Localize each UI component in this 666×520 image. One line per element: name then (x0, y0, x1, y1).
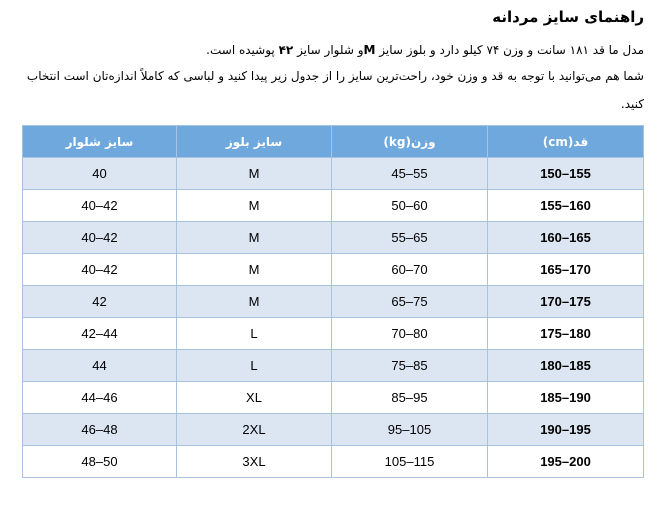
weight-cell (332, 414, 488, 446)
blouse-size-cell (177, 382, 332, 414)
height-cell (488, 158, 644, 190)
blouse-size-cell-value: XL (246, 390, 262, 405)
blouse-size-cell (177, 222, 332, 254)
pants-size-cell-value: 48–50 (81, 454, 118, 469)
table-row (23, 286, 644, 318)
height-cell (488, 350, 644, 382)
height-cell (488, 254, 644, 286)
weight-cell-value: 95–105 (387, 422, 432, 437)
pants-size-cell (23, 414, 177, 446)
weight-cell-value: 60–70 (391, 262, 428, 277)
height-cell-value: 180–185 (540, 358, 591, 373)
table-row (23, 382, 644, 414)
height-cell-value: 165–170 (540, 262, 591, 277)
height-cell-value: 195–200 (540, 454, 591, 469)
pants-size-cell-value: 42 (92, 294, 107, 309)
blouse-size-cell-value: M (248, 230, 260, 245)
pants-size-cell (23, 190, 177, 222)
pants-size-cell (23, 222, 177, 254)
pants-size-cell-value: 40 (92, 166, 107, 181)
pants-size-cell (23, 158, 177, 190)
height-cell (488, 446, 644, 478)
height-cell-value: 185–190 (540, 390, 591, 405)
weight-cell (332, 222, 488, 254)
header-pants-size: سایز شلوار (23, 126, 177, 158)
table-body (23, 158, 644, 478)
intro-text-2: و شلوار سایز (293, 43, 364, 57)
blouse-size-cell (177, 254, 332, 286)
table-header-row (23, 126, 644, 158)
weight-cell (332, 382, 488, 414)
height-cell (488, 286, 644, 318)
weight-cell (332, 286, 488, 318)
pants-size-cell (23, 318, 177, 350)
header-blouse-size: سایز بلوز (177, 126, 332, 158)
blouse-size-cell-value: M (248, 166, 260, 181)
weight-cell-value: 75–85 (391, 358, 428, 373)
table-row (23, 254, 644, 286)
size-table (22, 125, 644, 478)
height-cell (488, 222, 644, 254)
weight-cell (332, 254, 488, 286)
weight-cell-value: 45–55 (391, 166, 428, 181)
height-cell-value: 160–165 (540, 230, 591, 245)
blouse-size-cell (177, 446, 332, 478)
height-cell-value: 175–180 (540, 326, 591, 341)
blouse-size-cell-value: 3XL (242, 454, 266, 469)
blouse-size-cell (177, 350, 332, 382)
intro-text-3: پوشیده است. (206, 43, 279, 57)
blouse-size-cell (177, 286, 332, 318)
table-row (23, 446, 644, 478)
height-cell-value: 170–175 (540, 294, 591, 309)
weight-cell-value: 85–95 (391, 390, 428, 405)
blouse-size-cell (177, 190, 332, 222)
pants-size-cell-value: 44 (92, 358, 107, 373)
weight-cell (332, 318, 488, 350)
weight-cell (332, 190, 488, 222)
blouse-size-cell (177, 318, 332, 350)
pants-size-cell (23, 382, 177, 414)
pants-size-cell-value: 42–44 (81, 326, 118, 341)
pants-size-cell (23, 350, 177, 382)
pants-size-cell (23, 446, 177, 478)
model-description (14, 36, 644, 64)
weight-cell-value: 50–60 (391, 198, 428, 213)
weight-cell (332, 158, 488, 190)
height-cell (488, 414, 644, 446)
intro-text-1: مدل ما قد ۱۸۱ سانت و وزن ۷۴ کیلو دارد و بلوز سایز (375, 43, 644, 57)
height-cell-value: 150–155 (540, 166, 591, 181)
weight-cell (332, 350, 488, 382)
header-weight: وزن(kg) (332, 126, 488, 158)
weight-cell-value: 55–65 (391, 230, 428, 245)
weight-cell-value: 105–115 (384, 454, 435, 469)
blouse-size-cell (177, 414, 332, 446)
pants-size-cell-value: 40–42 (81, 262, 118, 277)
pants-size-cell-value: 46–48 (81, 422, 118, 437)
blouse-size-cell-value: M (248, 294, 260, 309)
weight-cell (332, 446, 488, 478)
pants-size-cell-value: 40–42 (81, 230, 118, 245)
pants-size-cell (23, 254, 177, 286)
blouse-size-cell-value: L (250, 326, 258, 341)
table-row (23, 414, 644, 446)
height-cell (488, 318, 644, 350)
weight-cell-value: 70–80 (391, 326, 428, 341)
height-cell-value: 190–195 (540, 422, 591, 437)
height-cell (488, 382, 644, 414)
height-cell (488, 190, 644, 222)
blouse-size-cell (177, 158, 332, 190)
table-row (23, 318, 644, 350)
page-title: راهنمای سایز مردانه (492, 8, 644, 26)
blouse-size-cell-value: M (248, 198, 260, 213)
blouse-size-cell-value: L (250, 358, 258, 373)
pants-size-cell (23, 286, 177, 318)
intro-pants-size: ۴۲ (278, 43, 294, 57)
table-row (23, 350, 644, 382)
size-advice-text: شما هم می‌توانید با توجه به قد و وزن خود، راحت‌ترین سایز را از جدول زیر پیدا کنید و لباسی که کاملاً اندازه‌تان است انتخاب کنید. (26, 69, 644, 111)
table-row (23, 158, 644, 190)
pants-size-cell-value: 44–46 (81, 390, 118, 405)
blouse-size-cell-value: 2XL (242, 422, 266, 437)
table-row (23, 190, 644, 222)
pants-size-cell-value: 40–42 (81, 198, 118, 213)
table-row (23, 222, 644, 254)
height-cell-value: 155–160 (540, 198, 591, 213)
intro-blouse-size: M (363, 43, 376, 57)
blouse-size-cell-value: M (248, 262, 260, 277)
weight-cell-value: 65–75 (391, 294, 428, 309)
header-height: قد(cm) (488, 126, 644, 158)
